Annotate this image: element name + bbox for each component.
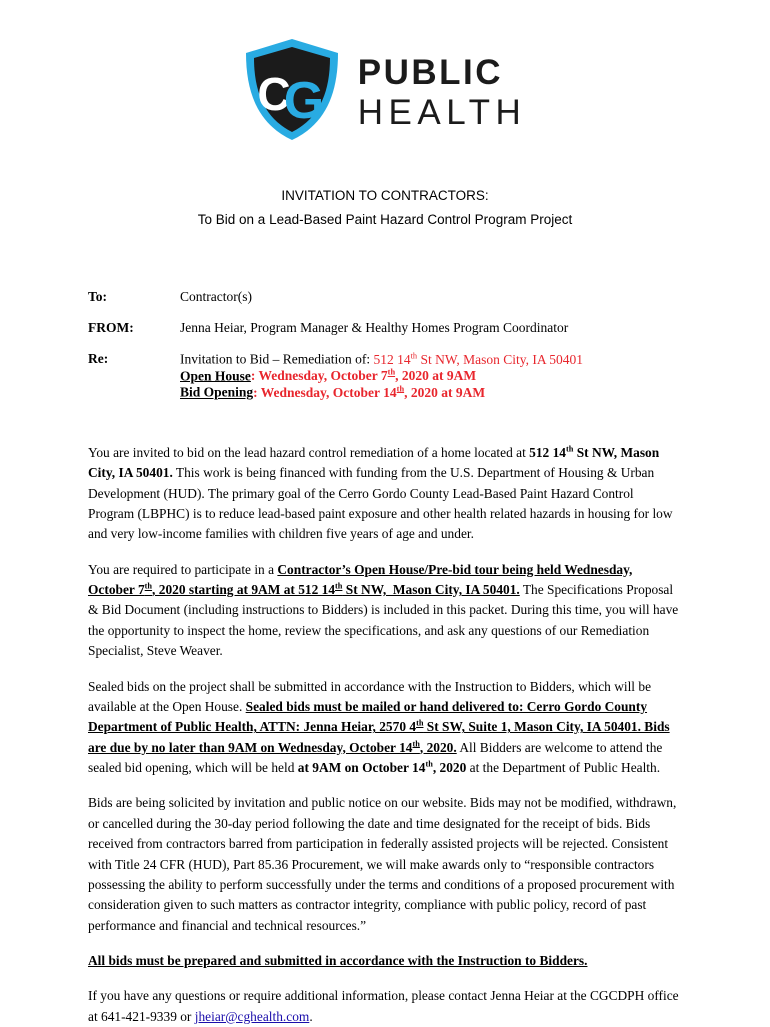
field-re-label: Re: bbox=[88, 351, 109, 367]
p3-bid-opening-time: at 9AM on October 14th, 2020 bbox=[297, 759, 467, 775]
open-house-value: : Wednesday, October 7th, 2020 at 9AM bbox=[250, 367, 477, 384]
field-to-label: To: bbox=[88, 289, 108, 305]
re-line-subject bbox=[180, 351, 770, 368]
field-re-value bbox=[180, 351, 770, 401]
re-subject-prefix: Invitation to Bid – Remediation of: bbox=[180, 351, 374, 367]
svg-text:C: C bbox=[257, 68, 291, 120]
document-title bbox=[0, 184, 770, 231]
field-from-value: Jenna Heiar, Program Manager & Healthy Homes Program Coordinator bbox=[180, 320, 569, 336]
p3-part-c: All Bidders are welcome to attend the sealed bid opening, which will be held bbox=[88, 739, 663, 775]
bid-opening-label: Bid Opening bbox=[180, 384, 254, 400]
p3-part-a: Sealed bids on the project shall be submitted in accordance with the Instruction to Bidders, which will be available at the Open House. bbox=[88, 678, 652, 714]
shield-logo-icon bbox=[244, 38, 340, 142]
open-house-label: Open House bbox=[180, 368, 251, 384]
logo-wordmark bbox=[357, 52, 527, 132]
logo-block bbox=[0, 0, 770, 142]
paragraph-6 bbox=[88, 986, 682, 1027]
re-line-open-house bbox=[180, 368, 770, 385]
field-to bbox=[88, 289, 770, 305]
bid-opening-value: : Wednesday, October 14th, 2020 at 9AM bbox=[253, 384, 486, 400]
field-from-label: FROM: bbox=[88, 320, 134, 336]
memo-header-fields bbox=[88, 289, 770, 401]
contact-email-link[interactable]: jheiar@cghealth.com bbox=[194, 1008, 310, 1024]
re-subject-address: 512 14th St NW, Mason City, IA 50401 bbox=[373, 351, 584, 367]
paragraph-3 bbox=[88, 677, 682, 779]
p2-open-house-requirement: Contractor’s Open House/Pre-bid tour being held Wednesday, October 7th, 2020 starting at 9AM at 512 14th St NW, Mason City, IA 50401. bbox=[88, 561, 633, 597]
field-to-value: Contractor(s) bbox=[180, 289, 252, 305]
field-re bbox=[88, 351, 770, 401]
field-from bbox=[88, 320, 770, 336]
p3-submission-instructions: Sealed bids must be mailed or hand delivered to: Cerro Gordo County Department of Public Health, ATTN: Jenna Heiar, 2570 4th St SW, Suite 1, Mason City, IA 50401. Bids are due by no later than 9AM on Wednesday, October 14th, 2020. bbox=[88, 698, 670, 755]
paragraph-5 bbox=[88, 951, 682, 971]
paragraph-4: Bids are being solicited by invitation and public notice on our website. Bids may not be modified, withdrawn, or cancelled during the 30-day period following the date and time designated for the receipt of bids. Bids received from contractors barred from participation in federally assisted projects will be rejected. Consistent with Title 24 CFR (HUD), Part 85.36 Procurement, we will make awards only to “responsible contractors possessing the ability to perform successfully under the terms and conditions of a proposed procurement with consideration given to such matters as contractor integrity, compliance with public policy, record of past performance and financial and technical resources.” bbox=[88, 795, 677, 933]
paragraph-2 bbox=[88, 560, 682, 662]
p2-part-c: The Specifications Proposal & Bid Document (including instructions to Bidders) is included in this packet. During this time, you will have the opportunity to inspect the home, review the specifications, and ask any questions of our Remediation Specialist, Steve Weaver. bbox=[88, 582, 679, 659]
paragraph-1 bbox=[88, 443, 682, 545]
p2-part-a: You are required to participate in a bbox=[88, 561, 278, 577]
p6-part-b: . bbox=[309, 1008, 313, 1024]
title-line-2: To Bid on a Lead-Based Paint Hazard Control Program Project bbox=[197, 211, 573, 227]
title-line-1: INVITATION TO CONTRACTORS: bbox=[281, 188, 489, 203]
re-line-bid-opening bbox=[180, 384, 770, 401]
svg-text:G: G bbox=[283, 72, 324, 130]
logo-word-public: PUBLIC bbox=[357, 52, 504, 92]
logo-word-health: HEALTH bbox=[357, 92, 527, 132]
p3-part-e: at the Department of Public Health. bbox=[466, 760, 661, 775]
p5-emphasis: All bids must be prepared and submitted in accordance with the Instruction to Bidders. bbox=[88, 953, 588, 968]
p6-part-a: If you have any questions or require additional information, please contact Jenna Heiar at the CGCDPH office at 641-421-9339 or bbox=[88, 988, 679, 1024]
letter-body bbox=[88, 443, 682, 1027]
p1-part-a: You are invited to bid on the lead hazard control remediation of a home located at bbox=[88, 444, 530, 460]
p1-address: 512 14th St NW, Mason City, IA 50401. bbox=[88, 444, 660, 481]
p1-part-c: This work is being financed with funding from the U.S. Department of Housing & Urban Development (HUD). The primary goal of the Cerro Gordo County Lead-Based Paint Hazard Control Program (LBPHC) is to reduce lead-based paint exposure and other health related hazards in housing for low and very low-income families with children five years of age and under. bbox=[88, 465, 673, 542]
